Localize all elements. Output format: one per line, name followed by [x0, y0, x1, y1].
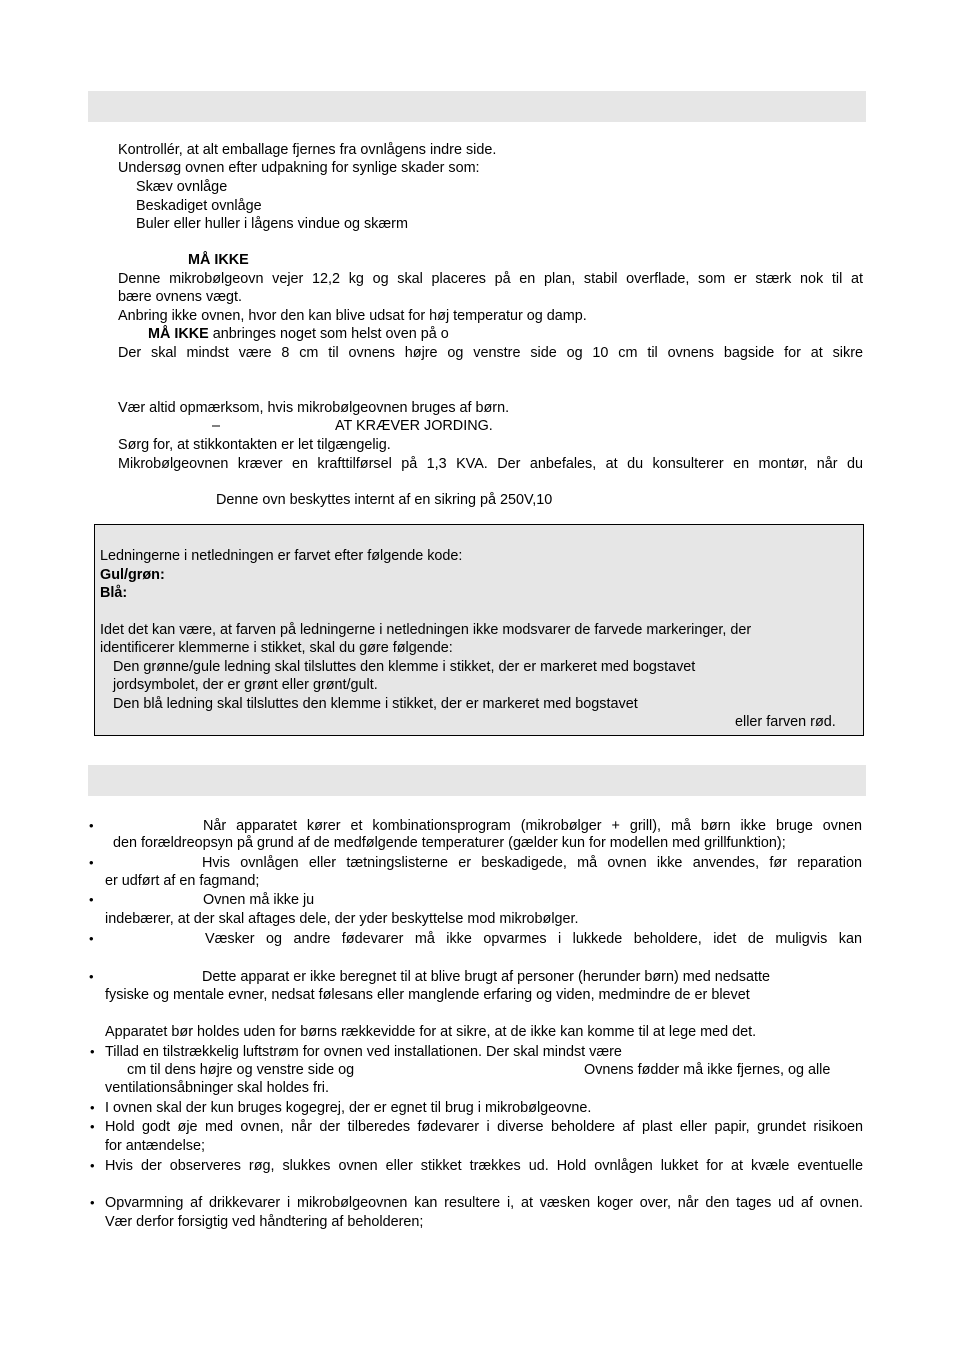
text-line: Denne mikrobølgeovn vejer 12,2 kg og skal placeres på en plan, stabil overflade, som er stærk nok til at: [118, 271, 863, 287]
wire-label-green: Gul/grøn:: [100, 567, 165, 583]
text-line: bære ovnens vægt.: [118, 289, 242, 305]
text-line: jordsymbolet, der er grønt eller grønt/gult.: [113, 677, 378, 693]
list-item: Skæv ovnlåge: [136, 179, 228, 195]
section-header-bar: [88, 91, 866, 122]
bullet: •: [90, 1100, 95, 1115]
text-line: Anbring ikke ovnen, hvor den kan blive udsat for høj temperatur og damp.: [118, 308, 587, 324]
bullet: •: [89, 855, 94, 870]
text-line: Kontrollér, at alt emballage fjernes fra ovnlågens indre side.: [118, 142, 497, 158]
text-line: er udført af en fagmand;: [105, 873, 260, 889]
text-line: cm til dens højre og venstre side og: [127, 1062, 355, 1078]
section-header-bar: [88, 765, 866, 796]
bullet: •: [89, 892, 94, 907]
dash: –: [212, 418, 221, 434]
text-line: den forældreopsyn på grund af de medfølgende temperaturer (gælder kun for modellen med grillfunktion);: [113, 835, 786, 851]
text-line: Undersøg ovnen efter udpakning for synlige skader som:: [118, 160, 480, 176]
text-line: Ovnen må ikke ju: [203, 892, 315, 908]
text-line: Apparatet bør holdes uden for børns rækkevidde for at sikre, at de ikke kan komme til at lege med det.: [105, 1024, 757, 1040]
list-item: Beskadiget ovnlåge: [136, 198, 262, 214]
text-line: ventilationsåbninger skal holdes fri.: [105, 1080, 329, 1096]
bullet: •: [90, 1044, 95, 1059]
text-line: Når apparatet kører et kombinationsprogram (mikrobølger + grill), må børn ikke bruge ovnen: [203, 818, 862, 834]
warning-rest: anbringes noget som helst oven på o: [208, 326, 449, 342]
text-line: Mikrobølgeovnen kræver en krafttilførsel på 1,3 KVA. Der anbefales, at du konsulterer en montør, når du: [118, 456, 863, 472]
bullet: •: [90, 1195, 95, 1210]
text-line: Idet det kan være, at farven på ledningerne i netledningen ikke modsvarer de farvede markeringer, der: [100, 622, 752, 638]
grounding-note: AT KRÆVER JORDING.: [335, 418, 493, 434]
list-item: Buler eller huller i lågens vindue og skærm: [136, 216, 408, 232]
text-line: Opvarmning af drikkevarer i mikrobølgeovnen kan resultere i, at væsken koger over, når den tages ud af ovnen.: [105, 1195, 863, 1211]
text-line: Væsker og andre fødevarer må ikke opvarmes i lukkede beholdere, idet de muligvis kan: [205, 931, 862, 947]
text-line: Dette apparat er ikke beregnet til at blive brugt af personer (herunder børn) med nedsatte: [202, 969, 770, 985]
text-line: [148, 325, 449, 343]
text-line: for antændelse;: [105, 1138, 205, 1154]
text-line: eller farven rød.: [735, 714, 836, 730]
text-line: Tillad en tilstrækkelig luftstrøm for ovnen ved installationen. Der skal mindst være: [105, 1044, 622, 1060]
text-line: Sørg for, at stikkontakten er let tilgængelig.: [118, 437, 391, 453]
text-line: Ovnens fødder må ikke fjernes, og alle: [584, 1062, 831, 1078]
text-line: Hvis ovnlågen eller tætningslisterne er beskadigede, må ovnen ikke anvendes, før reparation: [202, 855, 862, 871]
warning-heading: MÅ IKKE: [188, 252, 249, 268]
text-line: Der skal mindst være 8 cm til ovnens højre og venstre side og 10 cm til ovnens bagside for at sikre: [118, 345, 863, 361]
text-line: Hold godt øje med ovnen, når der tilberedes fødevarer i diverse beholdere af plast eller papir, grundet risikoen: [105, 1119, 863, 1135]
wire-label-blue: Blå:: [100, 585, 128, 601]
warning-bold: MÅ IKKE: [148, 326, 209, 342]
bullet: •: [90, 1119, 95, 1134]
text-line: Vær altid opmærksom, hvis mikrobølgeovnen bruges af børn.: [118, 400, 510, 416]
text-line: Hvis der observeres røg, slukkes ovnen eller stikket trækkes ud. Hold ovnlågen lukket for at kvæle eventuelle: [105, 1158, 863, 1174]
bullet: •: [89, 818, 94, 833]
text-line: Denne ovn beskyttes internt af en sikring på 250V,10: [216, 492, 553, 508]
text-line: identificerer klemmerne i stikket, skal du gøre følgende:: [100, 640, 453, 656]
text-line: Vær derfor forsigtig ved håndtering af beholderen;: [105, 1214, 424, 1230]
bullet: •: [90, 1158, 95, 1173]
text-line: fysiske og mentale evner, nedsat følesans eller manglende erfaring og viden, medmindre de er blevet: [105, 987, 750, 1003]
text-line: I ovnen skal der kun bruges kogegrej, der er egnet til brug i mikrobølgeovne.: [105, 1100, 592, 1116]
text-line: Den grønne/gule ledning skal tilsluttes den klemme i stikket, der er markeret med bogstavet: [113, 659, 696, 675]
bullet: •: [89, 969, 94, 984]
text-line: indebærer, at der skal aftages dele, der yder beskyttelse mod mikrobølger.: [105, 911, 579, 927]
text-line: Den blå ledning skal tilsluttes den klemme i stikket, der er markeret med bogstavet: [113, 696, 638, 712]
bullet: •: [89, 931, 94, 946]
text-line: Ledningerne i netledningen er farvet efter følgende kode:: [100, 548, 463, 564]
